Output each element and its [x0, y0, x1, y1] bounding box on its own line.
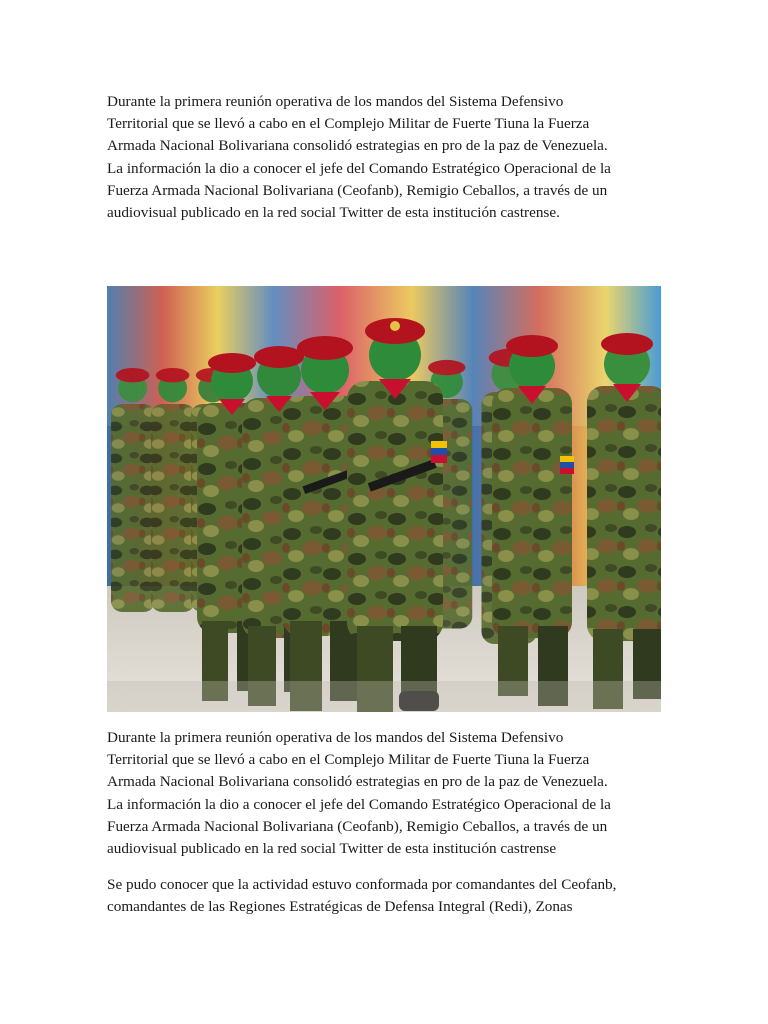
- paragraph-activity: [107, 874, 667, 918]
- text-line: Se pudo conocer que la actividad estuvo conformada por comandantes del Ceofanb,: [107, 876, 617, 893]
- parade-photo: [107, 286, 661, 712]
- text-line: Durante la primera reunión operativa de los mandos del Sistema Defensivo: [107, 729, 564, 746]
- text-line: audiovisual publicado en la red social Twitter de esta institución castrense: [107, 840, 557, 858]
- text-line: audiovisual publicado en la red social Twitter de esta institución castrense.: [107, 204, 560, 222]
- text-line: Fuerza Armada Nacional Bolivariana (Ceofanb), Remigio Ceballos, a través de un: [107, 817, 608, 835]
- text-line: Territorial que se llevó a cabo en el Complejo Militar de Fuerte Tiuna la Fuerza: [107, 115, 590, 133]
- text-line: La información la dio a conocer el jefe del Comando Estratégico Operacional de la: [107, 795, 611, 813]
- text-line: Territorial que se llevó a cabo en el Complejo Militar de Fuerte Tiuna la Fuerza: [107, 751, 590, 769]
- paragraph-repeat: [107, 727, 667, 860]
- paragraph-intro: [107, 91, 667, 224]
- text-line: Durante la primera reunión operativa de los mandos del Sistema Defensivo: [107, 93, 564, 110]
- text-line: Fuerza Armada Nacional Bolivariana (Ceofanb), Remigio Ceballos, a través de un: [107, 181, 608, 199]
- text-line: Armada Nacional Bolivariana consolidó estrategias en pro de la paz de Venezuela.: [107, 137, 608, 155]
- text-line: La información la dio a conocer el jefe del Comando Estratégico Operacional de la: [107, 159, 611, 177]
- text-line: Armada Nacional Bolivariana consolidó estrategias en pro de la paz de Venezuela.: [107, 773, 608, 791]
- text-line: comandantes de las Regiones Estratégicas de Defensa Integral (Redi), Zonas: [107, 898, 573, 916]
